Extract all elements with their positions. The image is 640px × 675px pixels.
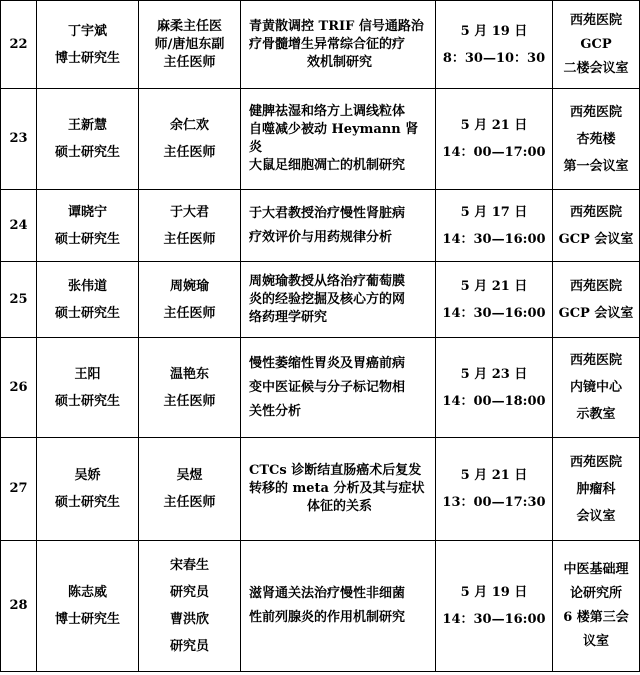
student-name: 陈志威	[67, 585, 107, 600]
defense-time: 8：30—10：30	[442, 50, 546, 66]
student-name: 丁宇斌	[67, 23, 107, 39]
defense-date: 5 月 21 日	[460, 118, 528, 133]
advisor-line: 周婉瑜	[169, 278, 209, 294]
student-degree: 硕士研究生	[54, 495, 120, 510]
advisor-line: 主任医师	[163, 54, 216, 70]
student-degree: 硕士研究生	[54, 305, 120, 321]
thesis-title-cell	[241, 262, 436, 338]
thesis-title-cell	[241, 1, 436, 89]
row-number: 27	[1, 438, 37, 541]
thesis-title-line: 络药理学研究	[249, 309, 328, 325]
location-line: 6 楼第三会	[563, 610, 629, 625]
row-number: 25	[1, 262, 37, 338]
row-number: 28	[1, 541, 37, 672]
location-line: 西苑医院	[569, 278, 622, 294]
advisor-cell	[139, 1, 241, 89]
time-cell	[436, 541, 553, 672]
thesis-title-cell	[241, 190, 436, 262]
row-number: 22	[1, 1, 37, 89]
location-line: 内镜中心	[569, 380, 622, 395]
defense-date: 5 月 21 日	[460, 468, 528, 483]
defense-time: 13：00—17:30	[442, 495, 546, 510]
defense-time: 14：30—16:00	[442, 612, 546, 627]
defense-date: 5 月 21 日	[460, 278, 528, 294]
location-cell	[553, 1, 640, 89]
table-row	[1, 89, 640, 190]
thesis-title-line: 关性分析	[249, 403, 302, 419]
student-degree: 硕士研究生	[54, 145, 120, 160]
location-line: GCP 会议室	[558, 231, 634, 247]
location-line: GCP 会议室	[558, 305, 634, 321]
thesis-title-line: 于大君教授治疗慢性肾脏病	[249, 205, 406, 221]
advisor-line: 主任医师	[163, 145, 216, 160]
advisor-line: 研究员	[169, 639, 209, 654]
advisor-line: 主任医师	[163, 305, 216, 321]
thesis-title-line: 效机制研究	[306, 54, 372, 70]
advisor-line: 主任医师	[163, 393, 216, 409]
location-line: 二楼会议室	[563, 60, 629, 76]
thesis-title-line: 自噬减少被动 Heymann 肾炎	[249, 122, 419, 155]
thesis-title-line: 疗效评价与用药规律分析	[249, 229, 393, 245]
table-row	[1, 190, 640, 262]
advisor-line: 吴煜	[176, 468, 203, 483]
location-line: 中医基础理	[563, 562, 629, 577]
thesis-title-line: 体征的关系	[306, 499, 372, 514]
location-cell	[553, 89, 640, 190]
advisor-cell	[139, 262, 241, 338]
row-number: 26	[1, 338, 37, 438]
thesis-title-cell	[241, 438, 436, 541]
defense-time: 14：00—18:00	[442, 393, 546, 409]
table-row	[1, 262, 640, 338]
location-line: 第一会议室	[563, 158, 629, 174]
location-cell	[553, 438, 640, 541]
location-line: GCP	[580, 36, 612, 52]
thesis-title-line: 大鼠足细胞凋亡的机制研究	[249, 158, 406, 173]
time-cell	[436, 1, 553, 89]
time-cell	[436, 89, 553, 190]
location-cell	[553, 541, 640, 672]
defense-date: 5 月 17 日	[460, 204, 528, 220]
defense-date: 5 月 19 日	[460, 585, 528, 600]
student-cell	[37, 541, 139, 672]
location-cell	[553, 338, 640, 438]
student-degree: 硕士研究生	[54, 393, 120, 409]
student-name: 王新慧	[67, 118, 107, 133]
advisor-line: 于大君	[169, 204, 209, 220]
thesis-title-line: 性前列腺炎的作用机制研究	[249, 610, 406, 625]
advisor-line: 主任医师	[163, 495, 216, 510]
thesis-title-line: 滋肾通关法治疗慢性非细菌	[249, 586, 406, 601]
defense-time: 14：30—16:00	[442, 231, 546, 247]
advisor-cell	[139, 190, 241, 262]
student-degree: 博士研究生	[54, 50, 120, 66]
defense-time: 14：30—16:00	[442, 305, 546, 321]
thesis-title-line: 变中医证候与分子标记物相	[249, 379, 406, 395]
thesis-title-cell	[241, 541, 436, 672]
advisor-cell	[139, 338, 241, 438]
student-cell	[37, 190, 139, 262]
advisor-line: 师/唐旭东副	[154, 36, 225, 52]
row-number: 24	[1, 190, 37, 262]
location-line: 西苑医院	[569, 353, 622, 368]
student-name: 张伟道	[67, 278, 107, 294]
time-cell	[436, 338, 553, 438]
advisor-cell	[139, 541, 241, 672]
thesis-title-line: 健脾祛湿和络方上调线粒体	[249, 104, 406, 119]
time-cell	[436, 438, 553, 541]
location-line: 西苑医院	[569, 12, 622, 28]
thesis-title-line: 炎的经验挖掘及核心方的网	[249, 291, 406, 307]
thesis-title-line: 周婉瑜教授从络治疗葡萄膜	[249, 273, 406, 289]
advisor-line: 温艳东	[169, 366, 209, 382]
advisor-cell	[139, 438, 241, 541]
thesis-title-line: CTCs 诊断结直肠癌术后复发	[249, 463, 422, 478]
student-cell	[37, 1, 139, 89]
student-name: 王阳	[74, 366, 101, 382]
student-cell	[37, 89, 139, 190]
table-row	[1, 338, 640, 438]
advisor-line: 曹洪欣	[169, 612, 209, 627]
location-line: 杏苑楼	[576, 131, 616, 147]
table-row	[1, 438, 640, 541]
location-line: 议室	[582, 634, 609, 649]
thesis-title-cell	[241, 338, 436, 438]
defense-date: 5 月 23 日	[460, 366, 528, 382]
location-cell	[553, 262, 640, 338]
student-name: 吴娇	[74, 468, 101, 483]
thesis-title-line: 慢性萎缩性胃炎及胃癌前病	[249, 355, 406, 371]
advisor-line: 研究员	[169, 585, 209, 600]
location-line: 论研究所	[569, 586, 622, 601]
thesis-title-line: 青黄散调控 TRIF 信号通路治	[249, 18, 424, 34]
table-body	[1, 1, 640, 672]
thesis-title-line: 疗骨髓增生异常综合征的疗	[249, 36, 406, 52]
student-cell	[37, 262, 139, 338]
student-cell	[37, 338, 139, 438]
defense-date: 5 月 19 日	[460, 23, 528, 39]
location-line: 示教室	[576, 407, 616, 422]
thesis-title-cell	[241, 89, 436, 190]
time-cell	[436, 190, 553, 262]
location-line: 西苑医院	[569, 204, 622, 220]
location-line: 西苑医院	[569, 104, 622, 120]
table-row	[1, 541, 640, 672]
student-degree: 博士研究生	[54, 612, 120, 627]
student-cell	[37, 438, 139, 541]
student-degree: 硕士研究生	[54, 231, 120, 247]
advisor-line: 麻柔主任医	[156, 18, 222, 34]
location-line: 肿瘤科	[576, 481, 616, 497]
thesis-title-line: 转移的 meta 分析及其与症状	[249, 481, 425, 496]
student-name: 谭晓宁	[67, 204, 107, 220]
location-line: 会议室	[576, 508, 616, 524]
advisor-line: 主任医师	[163, 231, 216, 247]
advisor-line: 余仁欢	[169, 118, 209, 133]
advisor-line: 宋春生	[169, 558, 209, 573]
table-row	[1, 1, 640, 89]
location-line: 西苑医院	[569, 454, 622, 470]
location-cell	[553, 190, 640, 262]
row-number: 23	[1, 89, 37, 190]
time-cell	[436, 262, 553, 338]
advisor-cell	[139, 89, 241, 190]
defense-time: 14：00—17:00	[442, 145, 546, 160]
